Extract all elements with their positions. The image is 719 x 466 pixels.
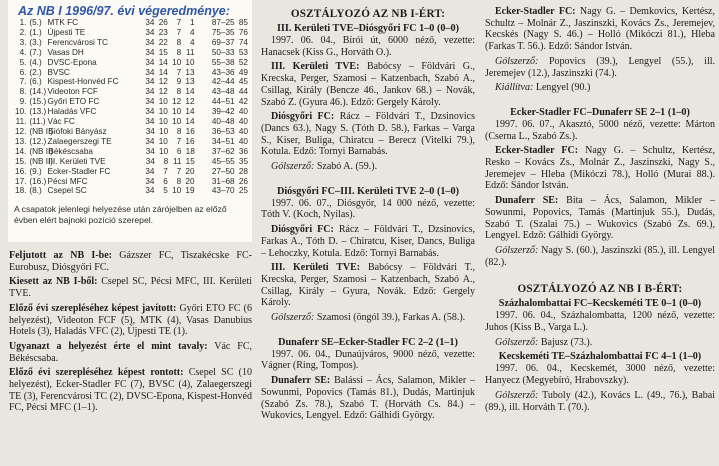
table-row [14, 137, 248, 147]
cell-drawn: 11 [172, 156, 182, 166]
summary-improved: Előző évi szerepléséhez képest javított: Győri ETO FC (6 helyezést), Videoton FCF (5), MTK (4), Vasas Danubius Hotels (3), Haladás VFC (2), Újpesti TE (1). [9, 302, 253, 338]
cell-rank: 18. [15, 186, 27, 196]
match-3-home-lineup: Dunaferr SE: Balássi – Ács, Salamon, Mikler – Sowunmi, Popovics (Tamás 81.), Dudás, Martinjuk (Szabó Zs. 78.), Szabó T. (Horváth Cs. 84.) – Wukovics, Lengyel. Edző: Gálhidi György. [261, 375, 476, 422]
cell-points: 44 [238, 87, 248, 97]
cell-played: 34 [145, 126, 155, 136]
cell-goals: 27–50 [211, 166, 235, 176]
cell-played: 34 [145, 166, 155, 176]
cell-drawn: 9 [176, 77, 182, 87]
cell-prev-rank: (14.) [29, 87, 47, 97]
cell-drawn: 10 [172, 57, 182, 67]
table-row [14, 87, 248, 97]
match-4-home-lineup: Ecker-Stadler FC: Nagy G. – Schultz, Kertész, Resko – Kovács Zs., Molnár Z., Jaszinszki, Nagy S., Jeremejev – Hleba (Mikóczi 78.), Holló (Murai 88.). Edző: Sándor István. [485, 145, 715, 192]
cell-points: 25 [238, 186, 248, 196]
cell-drawn: 8 [176, 37, 182, 47]
cell-rank: 16. [15, 166, 27, 176]
match-3-sent-off: Kiállítva: Lengyel (90.) [495, 82, 591, 94]
match-6-report: 1997. 06. 04., Kecskemét, 3000 néző, vezette: Hanyecz (Megyebíró, Hrabovszky). [485, 363, 715, 387]
cell-lost: 4 [189, 27, 195, 37]
cell-played: 34 [145, 87, 155, 97]
match-3-away-lineup: Ecker-Stadler FC: Nagy G. – Demkovics, Kertész, Schultz – Molnár Z., Jaszinszki, Kovács Zs., Jeremejev, Kecskés (Nagy S. 46.) – Holló (Mikóczi 81.), Hleba (Farkas T. 56.). Edző: Sándor István. [485, 6, 715, 53]
cell-goals: 40–48 [211, 117, 235, 127]
cell-played: 34 [145, 27, 155, 37]
cell-goals: 43–48 [211, 87, 235, 97]
cell-prev-rank: (5.) [29, 18, 42, 27]
table-row [14, 167, 248, 177]
cell-goals: 39–42 [211, 107, 235, 117]
cell-team: Kispest-Honvéd FC [47, 77, 119, 87]
cell-rank: 7. [19, 77, 27, 87]
cell-prev-rank: (4.) [29, 57, 42, 67]
match-3-title: Dunaferr SE–Ecker-Stadler FC 2–2 (1–1) [278, 336, 458, 348]
playoff-nb1-heading: OSZTÁLYOZÓ AZ NB I-ÉRT: [290, 8, 446, 20]
cell-played: 34 [145, 117, 155, 127]
cell-team: Pécsi MFC [47, 176, 88, 186]
cell-played: 34 [145, 37, 155, 47]
cell-goals: 87–25 [211, 18, 235, 27]
cell-played: 34 [145, 97, 155, 107]
summary-relegated: Kiesett az NB I-ből: Csepel SC, Pécsi MFC, III. Kerületi TVE. [9, 276, 252, 300]
cell-won: 10 [158, 117, 168, 127]
cell-rank: 13. [15, 136, 27, 146]
cell-drawn: 7 [176, 18, 182, 27]
cell-lost: 18 [185, 146, 195, 156]
cell-goals: 44–51 [211, 97, 235, 107]
cell-team: Békéscsaba [48, 146, 93, 156]
cell-won: 5 [163, 186, 168, 196]
table-row [14, 186, 248, 196]
table-row [14, 18, 248, 28]
cell-points: 26 [238, 176, 248, 186]
cell-drawn: 6 [176, 146, 182, 156]
cell-rank: 3. [19, 37, 27, 47]
table-row [14, 147, 248, 157]
cell-rank: 4. [19, 47, 27, 57]
match-3-scorers: Gólszerző: Popovics (39.), Lengyel (55.), ill. Jeremejev (12.), Jaszinszki (74.). [485, 55, 715, 79]
cell-points: 85 [238, 18, 248, 27]
table-row [14, 127, 248, 137]
match-5-scorers: Gólszerző: Bajusz (73.). [495, 336, 593, 348]
summary-same: Ugyanazt a helyezést érte el mint tavaly: Vác FC, Békéscsaba. [9, 340, 252, 364]
cell-points: 74 [238, 37, 248, 47]
cell-lost: 16 [185, 126, 195, 136]
cell-goals: 42–44 [211, 77, 235, 87]
cell-prev-rank: (15.) [29, 97, 47, 107]
cell-lost: 12 [185, 97, 195, 107]
cell-points: 53 [238, 47, 248, 57]
summary-worsened: Előző évi szerepléséhez képest rontott: Csepel SC (10 helyezést), Ecker-Stadler FC (7), BVSC (4), Zalaegerszegi TE (3), Ferencvárosi TC (2), DVSC-Epona, Kispest-Honvéd FC, Pécsi MFC (1–1). [9, 367, 252, 414]
cell-team: III. Kerületi TVE [48, 156, 106, 166]
cell-won: 12 [158, 87, 168, 97]
cell-prev-rank: (2.) [29, 67, 42, 77]
match-1-title: III. Kerületi TVE–Diósgyőri FC 1–0 (0–0) [276, 23, 460, 34]
cell-won: 10 [159, 146, 169, 156]
cell-won: 8 [163, 156, 169, 166]
cell-points: 76 [238, 27, 248, 37]
cell-rank: 2. [19, 27, 27, 37]
cell-goals: 43–70 [211, 186, 235, 196]
cell-won: 12 [158, 77, 168, 87]
cell-lost: 10 [185, 57, 195, 67]
cell-team: Csepel SC [47, 186, 87, 196]
cell-prev-rank: (NB II) [29, 126, 54, 136]
cell-prev-rank: (12.) [29, 136, 47, 146]
cell-prev-rank: (7.) [29, 47, 42, 57]
table-row [14, 97, 248, 107]
match-2-scorers: Gólszerző: Szamosi (öngól 39.), Farkas A. (58.). [271, 312, 466, 324]
match-6-title: Kecskeméti TE–Százhalombattai FC 4–1 (1–0) [498, 351, 702, 363]
table-row [14, 157, 248, 167]
table-row [14, 177, 248, 187]
match-2-away-lineup: III. Kerületi TVE: Babócsy – Földvári T., Krecska, Perger, Szamosi – Katzenbach, Szabó A., Csillag, Király – Gyura, Novák. Edző: Gergely Károly. [261, 262, 476, 309]
table-row [14, 77, 248, 87]
cell-won: 6 [163, 176, 168, 186]
cell-lost: 20 [185, 166, 195, 176]
cell-prev-rank: (6.) [29, 77, 42, 87]
column-right [479, 0, 719, 466]
cell-points: 49 [238, 67, 248, 77]
cell-prev-rank: (13.) [29, 107, 47, 117]
cell-goals: 31–68 [211, 176, 235, 186]
cell-won: 14 [158, 57, 168, 67]
match-3-report: 1997. 06. 04., Dunaújváros, 9000 néző, vezette: Vágner (Ring, Tompos). [261, 348, 475, 372]
cell-goals: 75–35 [211, 27, 235, 37]
cell-played: 34 [145, 47, 155, 57]
cell-rank: 1. [19, 18, 27, 27]
cell-drawn: 8 [176, 126, 182, 136]
cell-rank: 15. [14, 156, 27, 166]
cell-points: 36 [238, 146, 249, 156]
cell-goals: 45–55 [211, 156, 235, 166]
match-1-home-lineup: III. Kerületi TVE: Babócsy – Földvári G., Krecska, Perger, Szamosi – Katzenbach, Szabó A., Csillag, Király (Bencze 46., Jankov 68.) – Novák, Szabó Z. (Gyura 46.). Edző: Gergely Károly. [261, 61, 475, 108]
cell-points: 40 [238, 117, 248, 127]
match-2-home-lineup: Diósgyőri FC: Rácz – Földvári T., Dzsinovics, Farkas A., Tóth D. – Chiratcu, Kiser, Dancs, Buliga – Lehoczky, Kotula. Edző: Tornyi Barnabás. [261, 224, 475, 259]
cell-won: 10 [158, 107, 168, 117]
cell-points: 40 [238, 136, 248, 146]
cell-lost: 14 [185, 87, 195, 97]
cell-drawn: 7 [176, 166, 182, 176]
cell-goals: 37–62 [211, 146, 235, 156]
summary-text [9, 250, 252, 417]
cell-drawn: 7 [176, 67, 182, 77]
cell-prev-rank: (16.) [29, 176, 47, 186]
cell-goals: 55–38 [211, 57, 235, 67]
match-4-report: 1997. 06. 07., Akasztó, 5000 néző, vezette: Márton (Cserna L., Szabó Zs.). [485, 118, 715, 142]
cell-drawn: 12 [172, 97, 182, 107]
cell-points: 28 [238, 166, 248, 176]
column-left [0, 0, 253, 466]
cell-won: 10 [158, 97, 168, 107]
cell-team: Zalaegerszegi TE [47, 136, 112, 146]
cell-won: 7 [163, 166, 168, 176]
cell-prev-rank: (9.) [29, 166, 42, 176]
cell-played: 34 [145, 107, 155, 117]
cell-rank: 6. [19, 67, 27, 77]
match-1-report: 1997. 06. 04., Bírói út, 6000 néző, vezette: Hanacsek (Kiss G., Horváth O.). [261, 35, 475, 58]
cell-lost: 13 [185, 67, 195, 77]
cell-lost: 20 [185, 176, 195, 186]
cell-prev-rank: (11.) [29, 117, 46, 127]
cell-points: 40 [238, 107, 248, 117]
cell-team: Haladás VFC [47, 107, 97, 117]
table-row [14, 117, 248, 127]
cell-team: Vác FC [47, 117, 75, 127]
cell-goals: 34–51 [211, 136, 235, 146]
cell-drawn: 7 [176, 136, 182, 146]
match-1-scorers: Gólszerző: Szabó A. (59.). [271, 161, 378, 173]
cell-drawn: 7 [176, 27, 182, 37]
cell-won: 14 [158, 67, 168, 77]
cell-lost: 15 [185, 156, 195, 166]
cell-team: Siófoki Bányász [48, 126, 107, 136]
cell-won: 15 [158, 47, 168, 57]
cell-won: 10 [159, 126, 169, 136]
match-5-title: Százhalombattai FC–Kecskeméti TE 0–1 (0–0) [498, 298, 702, 310]
cell-drawn: 8 [176, 176, 182, 186]
match-6-scorers: Gólszerző: Tuboly (42.), Kovács L. (49., 76.), Babai (89.), ill. Horváth T. (70.). [485, 389, 715, 413]
cell-drawn: 10 [172, 107, 182, 117]
cell-prev-rank: (8.) [29, 186, 42, 196]
match-2-title: Diósgyőri FC–III. Kerületi TVE 2–0 (1–0) [276, 185, 460, 197]
cell-lost: 19 [185, 186, 195, 196]
match-5-report: 1997. 06. 04., Százhalombatta, 1200 néző, vezette: Juhos (Kiss B., Varga L.). [485, 310, 715, 334]
cell-won: 23 [158, 27, 168, 37]
cell-rank: 9. [19, 97, 27, 107]
cell-points: 40 [238, 126, 249, 136]
table-row [14, 107, 248, 117]
cell-drawn: 10 [172, 186, 182, 196]
cell-rank: 14. [14, 146, 27, 156]
table-row [14, 28, 248, 38]
cell-drawn: 8 [176, 87, 182, 97]
standings-title: Az NB I 1996/97. évi végeredménye: [18, 4, 230, 18]
cell-team: Videoton FCF [47, 87, 98, 97]
cell-points: 52 [238, 57, 248, 67]
standings-note: A csapatok jelenlegi helyezése után zárójelben az előző évben elért bajnoki pozíció szerepel. [14, 204, 227, 226]
cell-won: 22 [158, 37, 168, 47]
match-2-report: 1997. 06. 07., Diósgyőr, 14 000 néző, vezette: Tóth V. (Koch, Nyilas). [261, 197, 475, 221]
table-row [14, 58, 248, 68]
cell-goals: 69–37 [211, 37, 235, 47]
playoff-nb1b-heading: OSZTÁLYOZÓ AZ NB I B-ÉRT: [517, 283, 683, 296]
cell-lost: 1 [189, 18, 195, 27]
cell-team: BVSC [47, 67, 70, 77]
cell-played: 34 [145, 18, 155, 27]
cell-team: Ferencvárosi TC [47, 37, 108, 47]
table-row [14, 38, 248, 48]
match-1-away-lineup: Diósgyőri FC: Rácz – Földvári T., Dzsinovics (Dancs 63.), Nagy S. (Tóth D. 58.), Farkas – Varga S., Kiser, Buliga, Chiratcu – Berecz (Vitelki 79.), Kotula. Edző: Tornyi Barnabás. [261, 111, 475, 158]
standings-table [14, 18, 248, 196]
cell-lost: 11 [186, 47, 195, 57]
cell-prev-rank: (NB II) [29, 146, 54, 156]
cell-played: 34 [145, 57, 155, 67]
cell-played: 34 [145, 77, 155, 87]
cell-prev-rank: (3.) [29, 37, 42, 47]
cell-team: Vasas DH [47, 47, 84, 57]
table-row [14, 48, 248, 58]
cell-lost: 14 [185, 117, 195, 127]
cell-points: 45 [238, 77, 248, 87]
cell-rank: 10. [15, 107, 27, 117]
match-4-scorers: Gólszerző: Nagy S. (60.), Jaszinszki (85.), ill. Lengyel (82.). [485, 244, 715, 268]
cell-team: DVSC-Epona [47, 57, 97, 67]
cell-lost: 13 [185, 77, 195, 87]
standings-box [8, 0, 252, 242]
cell-lost: 16 [185, 136, 195, 146]
cell-won: 10 [158, 136, 168, 146]
cell-drawn: 10 [172, 117, 182, 127]
cell-played: 34 [145, 67, 155, 77]
cell-team: Újpesti TE [47, 27, 86, 37]
cell-goals: 43–36 [211, 67, 235, 77]
cell-team: Ecker-Stadler FC [47, 166, 111, 176]
cell-played: 34 [145, 156, 155, 166]
cell-lost: 14 [185, 107, 195, 117]
cell-prev-rank: (1.) [29, 27, 42, 37]
cell-rank: 5. [19, 57, 27, 67]
cell-rank: 11. [15, 117, 27, 127]
cell-rank: 8. [19, 87, 27, 97]
match-4-title: Ecker-Stadler FC–Dunaferr SE 2–1 (1–0) [510, 106, 690, 118]
table-row [14, 68, 248, 78]
cell-prev-rank: (NB II) [29, 156, 54, 166]
match-4-away-lineup: Dunaferr SE: Bita – Ács, Salamon, Mikler – Sowunmi, Popovics, Tamás (Martinjuk 55.), Dudás, Szabó T. (Szalai 75.) – Wukovics (Szabó Zs. 69.), Lengyel. Edző: Gálhidi György. [485, 195, 715, 242]
cell-goals: 50–33 [211, 47, 235, 57]
cell-rank: 12. [14, 126, 27, 136]
cell-played: 34 [145, 176, 155, 186]
cell-goals: 36–53 [211, 126, 235, 136]
cell-played: 34 [145, 146, 155, 156]
summary-promoted: Feljutott az NB I-be: Gázszer FC, Tiszakécske FC-Eurobusz, Diósgyőri FC. [9, 250, 252, 273]
cell-lost: 4 [189, 37, 195, 47]
cell-played: 34 [145, 186, 155, 196]
cell-team: MTK FC [47, 18, 79, 27]
cell-rank: 17. [15, 176, 27, 186]
cell-won: 26 [158, 18, 168, 27]
cell-drawn: 8 [176, 47, 182, 57]
cell-points: 42 [238, 97, 248, 107]
column-middle [253, 0, 479, 466]
cell-points: 35 [238, 156, 249, 166]
cell-played: 34 [145, 136, 155, 146]
cell-team: Győri ETO FC [47, 97, 100, 107]
